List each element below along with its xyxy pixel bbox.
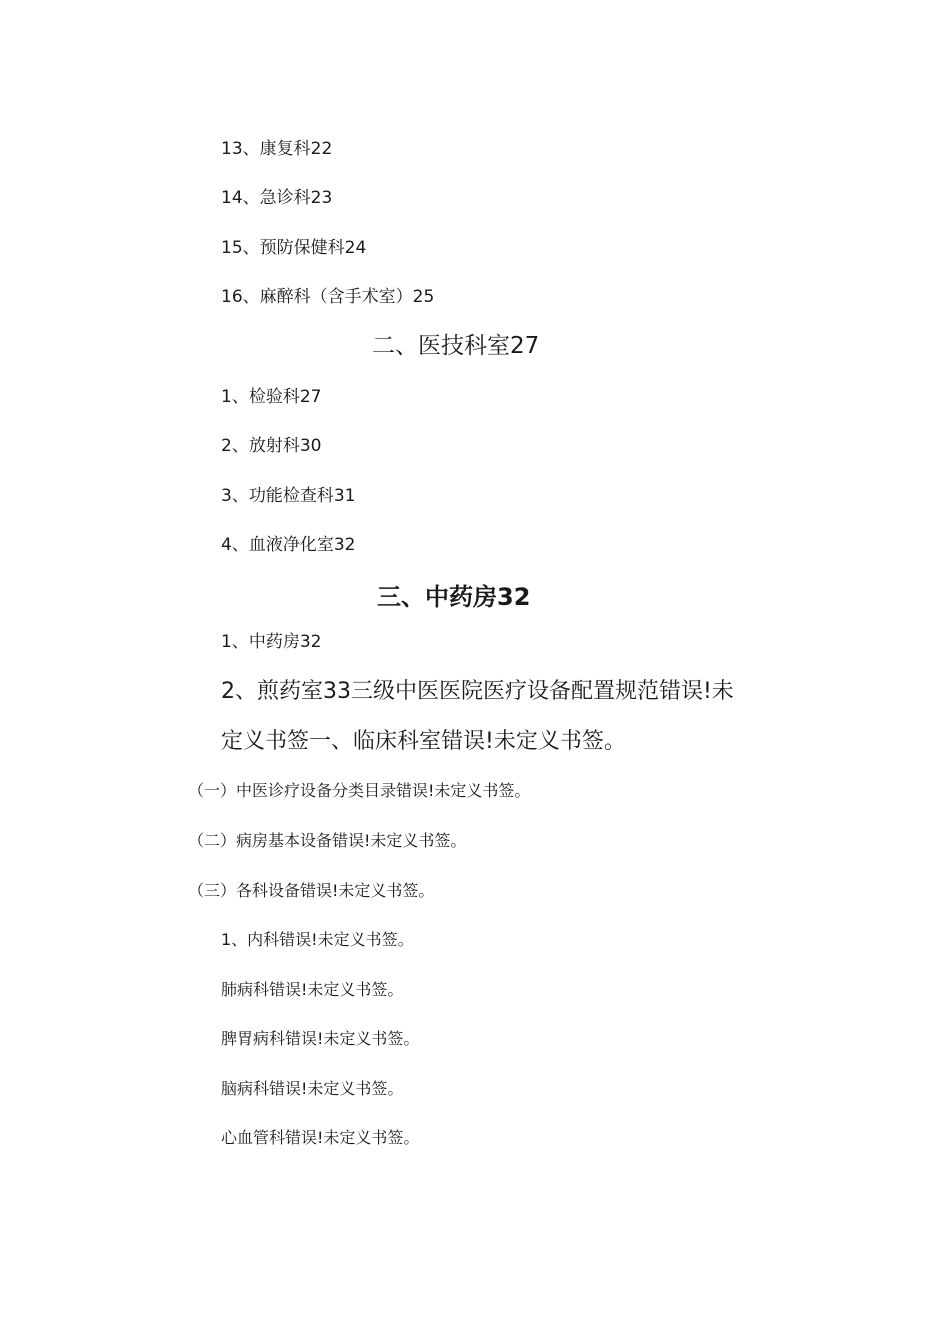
toc-entry-pulmonology[interactable]: 肺病科错误!未定义书签。 [221,980,404,999]
toc-entry-emergency[interactable]: 14、急诊科23 [221,188,333,208]
toc-heading-pharmacy[interactable]: 三、中药房32 [377,583,531,611]
toc-entry-neurology[interactable]: 脑病科错误!未定义书签。 [221,1079,404,1098]
toc-entry-anesthesia[interactable]: 16、麻醉科（含手术室）25 [221,287,435,307]
toc-entry-cardiology[interactable]: 心血管科错误!未定义书签。 [221,1128,420,1147]
toc-entry-rehabilitation[interactable]: 13、康复科22 [221,139,333,159]
toc-entry-function-exam[interactable]: 3、功能检查科31 [221,486,356,506]
toc-entry-internal-medicine[interactable]: 1、内科错误!未定义书签。 [221,930,414,949]
toc-entry-dialysis[interactable]: 4、血液净化室32 [221,535,356,555]
toc-section-dept-equipment[interactable]: （三）各科设备错误!未定义书签。 [188,881,435,900]
toc-entry-decoction-room[interactable]: 2、煎药室33三级中医医院医疗设备配置规范错误!未 [221,679,734,704]
toc-entry-radiology[interactable]: 2、放射科30 [221,436,322,456]
toc-entry-preventive-care[interactable]: 15、预防保健科24 [221,238,367,258]
toc-section-tcm-catalog[interactable]: （一）中医诊疗设备分类目录错误!未定义书签。 [188,781,531,800]
toc-entry-herbal-pharmacy[interactable]: 1、中药房32 [221,632,322,652]
toc-section-ward-equipment[interactable]: （二）病房基本设备错误!未定义书签。 [188,831,467,850]
toc-heading-medical-tech[interactable]: 二、医技科室27 [372,333,540,359]
toc-entry-clinical-dept[interactable]: 定义书签一、临床科室错误!未定义书签。 [221,729,626,754]
toc-entry-laboratory[interactable]: 1、检验科27 [221,387,322,407]
toc-entry-gastroenterology[interactable]: 脾胃病科错误!未定义书签。 [221,1029,420,1048]
